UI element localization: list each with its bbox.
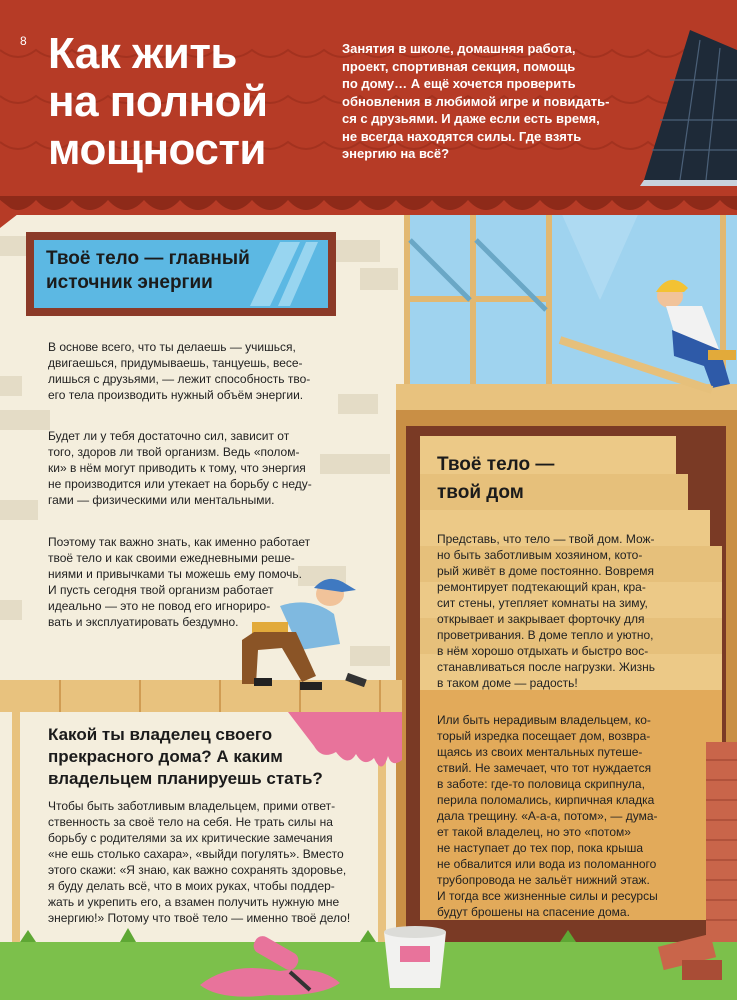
grass (0, 942, 737, 1000)
paragraph-body-1: В основе всего, что ты делаешь — учишься, двигаешься, придумываешь, танцуешь, весе- лишься с друзьями, — лежит способность тво- его тела производить нужный объём энергии. (48, 340, 311, 402)
paragraph-body-2: Будет ли у тебя достаточно сил, зависит от того, здоров ли твой организм. Ведь «полом- ки» в нём могут приводить к тому, что энергия не производится или утекает на борьбу с неду- гами — физическими или ментальными. (48, 429, 312, 507)
section-heading-owner: Какой ты владелец своего прекрасного дома? А каким владельцем планируешь стать? (48, 725, 323, 788)
page-number: 8 (20, 34, 27, 48)
paint-bucket (384, 926, 446, 988)
wall-brick (320, 454, 390, 474)
frame-post (404, 208, 410, 388)
wall-brick (0, 376, 22, 396)
wall-brick (0, 600, 22, 620)
paragraph-house-2: Или быть нерадивым владельцем, ко- торый изредка посещает дом, возвра- щаясь из своих ментальных путеше- ствий. Не замечает, что тот нуждается в заботе: где-то половица скрипнула, перила поломались, кирпичная кладка дала трещину. «А-а-а, потом», — дума- ет такой владелец, но это «потом» не наступает до тех пор, пока крыша не обвалится или вода из поломанного трубопровода не зальёт нижний этаж. И тогда все жизненные силы и ресурсы будут брошены на спасение дома. (437, 713, 658, 919)
brick-pillar (706, 742, 737, 942)
paragraph-house-1: Представь, что тело — твой дом. Мож- но быть заботливым хозяином, кото- рый живёт в доме постоянно. Вовремя ремонтирует подтекающий кран, кра- сит стены, утепляет комнаты на зиму, открывает и закрывает форточку для проветривания. В доме тепло и уютно, в нём хорошо отдыхать и быстро вос- станавливаться после нагрузки. Жизнь в таком доме — радость! (437, 532, 656, 690)
section-heading-house: Твоё тело — твой дом (437, 454, 555, 503)
paragraph-body-3: Поэтому так важно знать, как именно работает твоё тело и как своими ежедневными реше- ниями и привычками ты можешь ему помочь. И пусть сегодня твой организм работает идеально — это не повод его игнориро- вать и эксплуатировать бездумно. (48, 535, 311, 629)
wall-brick (330, 240, 380, 262)
wall-brick (0, 410, 50, 430)
page-title: Как жить на полной мощности (48, 29, 268, 174)
intro-text: Занятия в школе, домашняя работа, проект, спортивная секция, помощь по дому… А ещё хочется проверить обновления в любимой игре и повидать- ся с друзьями. И даже если есть время, не всегда находятся силы. Где взять энергию на всё? (342, 41, 610, 161)
upper-floor (396, 384, 737, 412)
wall-brick (0, 500, 38, 520)
wall-brick (360, 268, 398, 290)
paragraph-owner: Чтобы быть заботливым владельцем, прими ответ- ственность за своё тело на себя. Не трать силы на борьбу с родителями за их критические замечания «не ешь столько сахара», «выйди погулять». Вместо этого скажи: «Я знаю, как важно сохранять здоровье, я буду делать всё, что в моих руках, чтобы поддер- жать и укрепить его, а взамен получить нужную мне энергию!» Потому что твоё тело — именно твоё дело! (48, 799, 351, 925)
section-heading-body: Твоё тело — главный источник энергии (46, 248, 250, 293)
wall-brick (0, 236, 26, 256)
wall-brick (338, 394, 378, 414)
frame-post (546, 208, 552, 388)
wall-brick (350, 646, 390, 666)
